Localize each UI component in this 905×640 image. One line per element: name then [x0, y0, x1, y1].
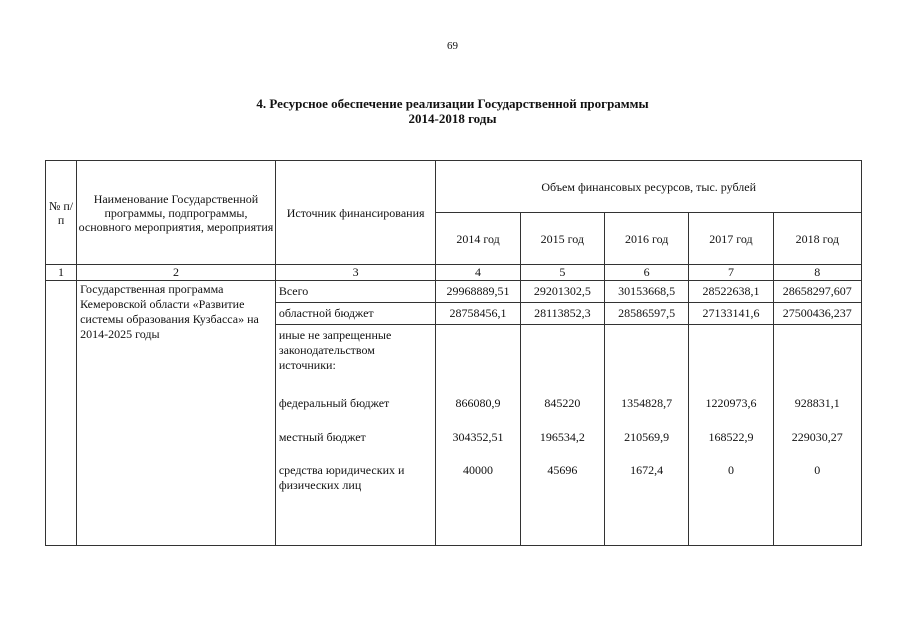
- col-number: 3: [275, 265, 436, 281]
- legal-2015: 45696: [547, 463, 578, 477]
- source-local: местный бюджет: [278, 430, 366, 444]
- regional-2015: 28113852,3: [520, 303, 604, 325]
- regional-2017: 27133141,6: [689, 303, 773, 325]
- local-2018: 229030,27: [791, 430, 843, 444]
- federal-2015: 845220: [544, 396, 581, 410]
- source-legal: средства юридических и физических лиц: [278, 463, 405, 492]
- header-source: Источник финансирования: [275, 161, 436, 265]
- header-year-2014: 2014 год: [436, 213, 520, 265]
- other-2017-cell: [689, 325, 772, 545]
- regional-2014: 28758456,1: [436, 303, 520, 325]
- resource-table: [45, 160, 862, 546]
- header-num: № п/п: [46, 161, 77, 265]
- section-title: [0, 96, 905, 126]
- local-2016: 210569,9: [624, 430, 670, 444]
- legal-2017: 0: [727, 463, 734, 477]
- regional-2018: 27500436,237: [773, 303, 861, 325]
- legal-2014: 40000: [463, 463, 494, 477]
- column-numbers-row: [46, 265, 862, 281]
- col-number: 1: [46, 265, 77, 281]
- col-number: 6: [605, 265, 689, 281]
- col-number: 2: [77, 265, 276, 281]
- header-year-2017: 2017 год: [689, 213, 773, 265]
- local-2014: 304352,51: [452, 430, 504, 444]
- federal-2016: 1354828,7: [621, 396, 673, 410]
- source-federal: федеральный бюджет: [278, 396, 390, 410]
- col-number: 4: [436, 265, 520, 281]
- federal-2017: 1220973,6: [705, 396, 757, 410]
- federal-2014: 866080,9: [455, 396, 501, 410]
- col-number: 5: [520, 265, 604, 281]
- total-2017: 28522638,1: [689, 281, 773, 303]
- local-2017: 168522,9: [708, 430, 754, 444]
- col-number: 7: [689, 265, 773, 281]
- title-line-1: 4. Ресурсное обеспечение реализации Государственной программы: [256, 96, 649, 111]
- total-2014: 29968889,51: [436, 281, 520, 303]
- row-num-cell: [46, 281, 77, 546]
- legal-2018: 0: [814, 463, 821, 477]
- col-number: 8: [773, 265, 861, 281]
- other-sources-label: иные не запрещенные законодательством источники:: [278, 328, 392, 372]
- total-2018: 28658297,607: [773, 281, 861, 303]
- local-2015: 196534,2: [539, 430, 585, 444]
- source-regional: областной бюджет: [275, 303, 436, 325]
- other-2018-cell: [774, 325, 861, 545]
- total-2015: 29201302,5: [520, 281, 604, 303]
- program-name: Государственная программа Кемеровской области «Развитие системы образования Кузбасса» на 2014-2025 годы: [77, 281, 276, 546]
- source-total: Всего: [275, 281, 436, 303]
- other-2015-cell: [521, 325, 604, 545]
- other-sources-list: [276, 325, 436, 545]
- page-number: 69: [447, 40, 458, 52]
- other-2016-cell: [605, 325, 688, 545]
- header-year-2016: 2016 год: [605, 213, 689, 265]
- total-2016: 30153668,5: [605, 281, 689, 303]
- regional-2016: 28586597,5: [605, 303, 689, 325]
- header-name: Наименование Государственной программы, подпрограммы, основного мероприятия, мероприятия: [77, 161, 276, 265]
- title-line-2: 2014-2018 годы: [408, 111, 497, 126]
- header-year-2018: 2018 год: [773, 213, 861, 265]
- legal-2016: 1672,4: [630, 463, 664, 477]
- header-year-2015: 2015 год: [520, 213, 604, 265]
- table-row-total: [46, 281, 862, 303]
- header-volume: Объем финансовых ресурсов, тыс. рублей: [436, 161, 862, 213]
- other-2014-cell: [436, 325, 519, 545]
- federal-2018: 928831,1: [794, 396, 840, 410]
